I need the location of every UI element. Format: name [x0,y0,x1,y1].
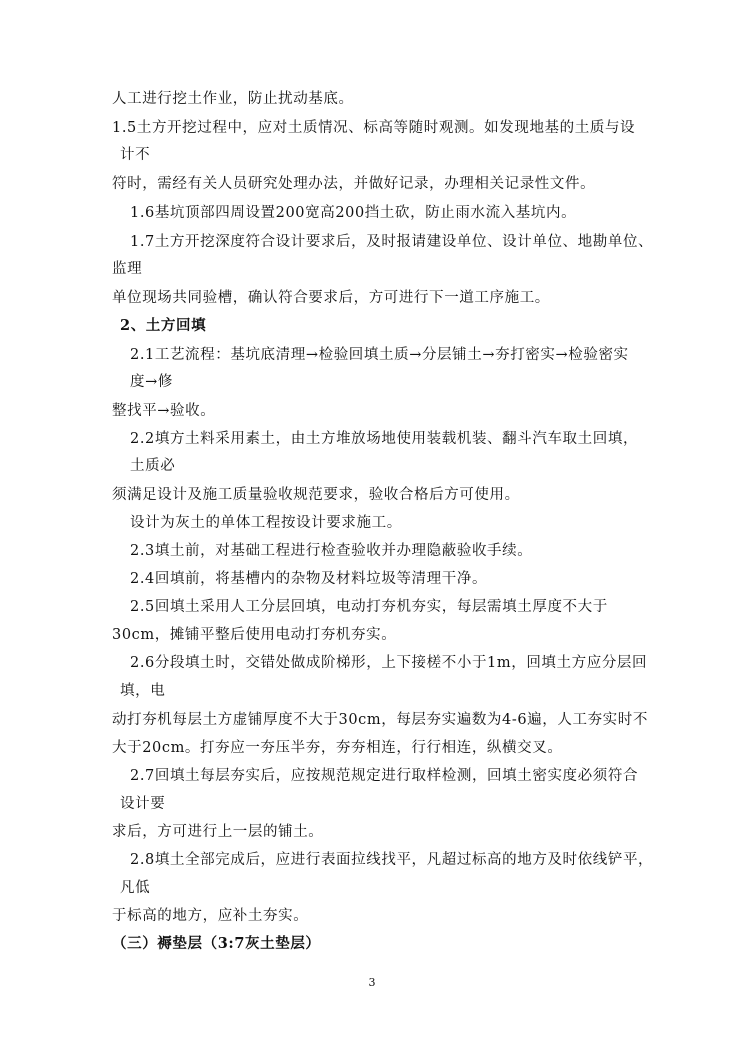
text-line: 于标高的地方，应补土夯实。 [112,908,309,924]
text-line: 整找平→验收。 [112,403,216,419]
text-line: 1.7土方开挖深度符合设计要求后，及时报请建设单位、设计单位、地勘单位、 [130,234,654,250]
text-line: 1.5土方开挖过程中，应对土质情况、标高等随时观测。如发现地基的土质与设 [112,120,636,136]
text-line: 2.6分段填土时，交错处做成阶梯形，上下接槎不小于1m，回填土方应分层回 [130,655,648,671]
text-line: 2.5回填土采用人工分层回填，电动打夯机夯实，每层需填土厚度不大于 [130,599,608,615]
text-line: 监理 [112,261,143,277]
text-line: 动打夯机每层土方虚铺厚度不大于30cm，每层夯实遍数为4-6遍，人工夯实时不 [112,712,648,728]
section-heading: （三）褥垫层（3:7灰土垫层） [112,935,321,952]
text-line: 求后，方可进行上一层的铺土。 [112,824,324,840]
text-line: 须满足设计及施工质量验收规范要求，验收合格后方可使用。 [112,487,520,503]
text-line: 设计要 [120,796,166,812]
text-line: 2.8填土全部完成后，应进行表面拉线找平，凡超过标高的地方及时依线铲平， [130,852,654,868]
text-line: 2.2填方土料采用素土，由土方堆放场地使用装载机装、翻斗汽车取土回填， [130,431,639,447]
text-line: 人工进行挖土作业，防止扰动基底。 [112,91,354,107]
text-line: 单位现场共同验槽，确认符合要求后，方可进行下一道工序施工。 [112,290,550,306]
text-line: 30cm，摊铺平整后使用电动打夯机夯实。 [112,627,397,643]
text-line: 土质必 [130,458,176,474]
text-line: 2.3填土前，对基础工程进行检查验收并办理隐蔽验收手续。 [130,543,533,559]
text-line: 2.1工艺流程：基坑底清理→检验回填土质→分层铺土→夯打密实→检验密实 [130,347,629,363]
page-number: 3 [368,976,376,989]
text-line: 2.4回填前，将基槽内的杂物及材料垃圾等清理干净。 [130,571,488,587]
text-line: 度→修 [130,374,173,390]
text-line: 填，电 [120,683,166,699]
text-line: 凡低 [120,880,151,896]
text-line: 2.7回填土每层夯实后，应按规范规定进行取样检测，回填土密实度必须符合 [130,768,639,784]
text-line: 1.6基坑顶部四周设置200宽高200挡土砍，防止雨水流入基坑内。 [130,205,577,221]
text-line: 设计为灰土的单体工程按设计要求施工。 [130,515,402,531]
text-line: 大于20cm。打夯应一夯压半夯，夯夯相连，行行相连，纵横交叉。 [112,740,563,756]
text-line: 符时，需经有关人员研究处理办法，并做好记录，办理相关记录性文件。 [112,176,596,192]
text-line: 计不 [120,147,151,163]
section-heading: 2、土方回填 [120,317,207,334]
